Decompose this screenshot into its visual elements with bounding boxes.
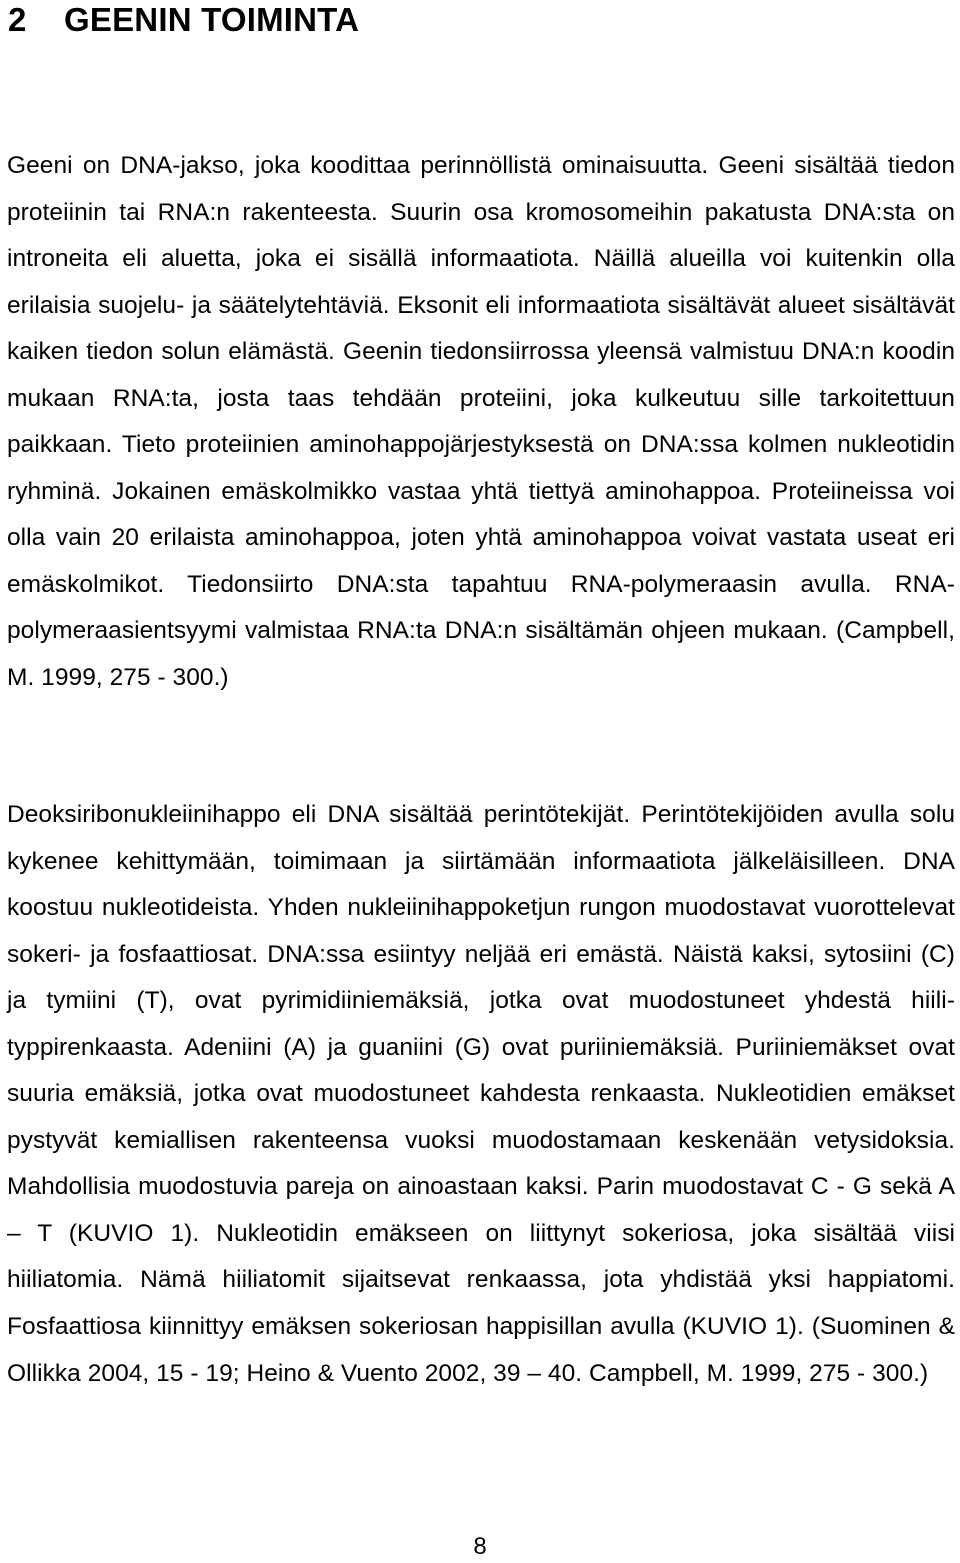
chapter-number: 2 [8, 1, 27, 38]
body-paragraph-gene-function: Geeni on DNA-jakso, joka koodittaa perinnöllistä ominaisuutta. Geeni sisältää tiedon proteiinin tai RNA:n rakenteesta. Suurin osa kromosomeihin pakatusta DNA:sta on introneita eli aluetta, joka ei sisällä informaatiota. Näillä alueilla voi kuitenkin olla erilaisia suojelu- ja säätelytehtäviä. Eksonit eli informaatiota sisältävät alueet sisältävät kaiken tiedon solun elämästä. Geenin tiedonsiirrossa yleensä valmistuu DNA:n koodin mukaan RNA:ta, josta taas tehdään proteiini, joka kulkeutuu sille tarkoitettuun paikkaan. Tieto proteiinien aminohappojärjestyksestä on DNA:ssa kolmen nukleotidin ryhminä. Jokainen emäskolmikko vastaa yhtä tiettyä aminohappoa. Proteiineissa voi olla vain 20 erilaista aminohappoa, joten yhtä aminohappoa voivat vastata useat eri emäskolmikot. Tiedonsiirto DNA:sta tapahtuu RNA-polymeraasin avulla. RNA-polymeraasientsyymi valmistaa RNA:ta DNA:n sisältämän ohjeen mukaan. (Campbell, M. 1999, 275 - 300.) [7, 152, 955, 692]
body-paragraph-dna-structure: Deoksiribonukleiinihappo eli DNA sisältää perintötekijät. Perintötekijöiden avulla solu kykenee kehittymään, toimimaan ja siirtämään informaatiota jälkeläisilleen. DNA koostuu nukleotideista. Yhden nukleiinihappoketjun rungon muodostavat vuorottelevat sokeri- ja fosfaattiosat. DNA:ssa esiintyy neljää eri emästä. Näistä kaksi, sytosiini (C) ja tymiini (T), ovat pyrimidiiniemäksiä, jotka ovat muodostuneet yhdestä hiili-typpirenkaasta. Adeniini (A) ja guaniini (G) ovat puriiniemäksiä. Puriiniemäkset ovat suuria emäksiä, jotka ovat muodostuneet kahdesta renkaasta. Nukleotidien emäkset pystyvät kemiallisen rakenteensa vuoksi muodostamaan keskenään vetysidoksia. Mahdollisia muodostuvia pareja on ainoastaan kaksi. Parin muodostavat C - G sekä A – T (KUVIO 1). Nukleotidin emäkseen on liittynyt sokeriosa, joka sisältää viisi hiiliatomia. Nämä hiiliatomit sijaitsevat renkaassa, jota yhdistää yksi happiatomi. Fosfaattiosa kiinnittyy emäksen sokeriosan happisillan avulla (KUVIO 1). (Suominen & Ollikka 2004, 15 - 19; Heino & Vuento 2002, 39 – 40. Campbell, M. 1999, 275 - 300.) [7, 801, 955, 1387]
chapter-title: GEENIN TOIMINTA [64, 1, 360, 38]
chapter-heading [8, 0, 359, 40]
page-number: 8 [473, 1533, 487, 1560]
